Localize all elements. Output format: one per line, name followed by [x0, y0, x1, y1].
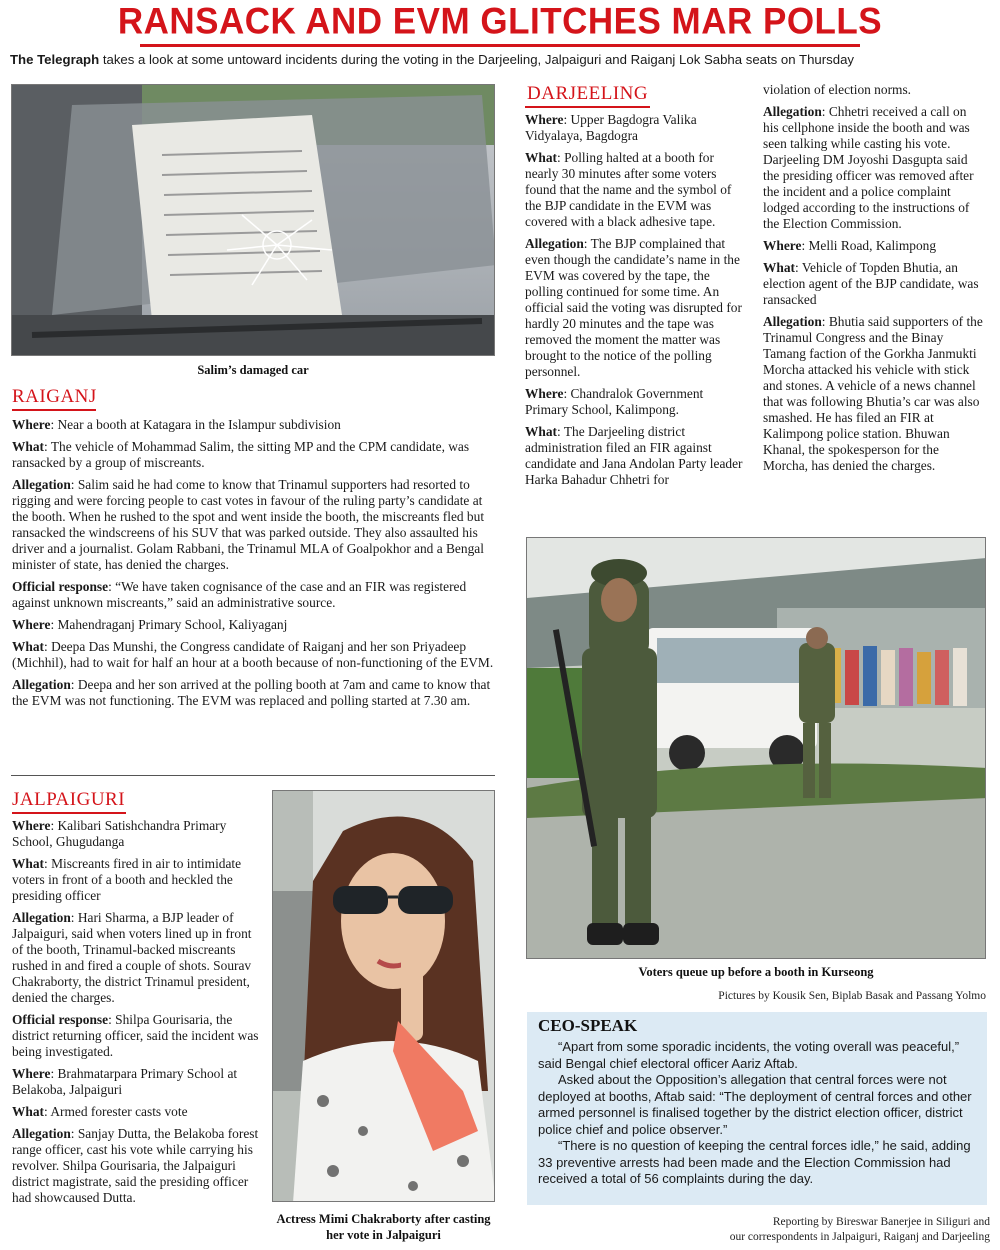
ceo-speak-body	[538, 1039, 978, 1188]
darjeeling-para: What: Vehicle of Topden Bhutia, an election agent of the BJP candidate, was ransacked	[763, 260, 979, 307]
raiganj-para: What: Deepa Das Munshi, the Congress candidate of Raiganj and her son Priyadeep (Michhil), had to wait for half an hour at a booth because of non-functioning of the EVM.	[12, 639, 494, 670]
jalpaiguri-para: What: Armed forester casts vote	[12, 1104, 188, 1119]
raiganj-para: Where: Mahendraganj Primary School, Kaliyaganj	[12, 617, 288, 632]
jalpaiguri-para: Official response: Shilpa Gourisaria, the district returning officer, said the incident was being investigated.	[12, 1012, 259, 1059]
raiganj-para: What: The vehicle of Mohammad Salim, the sitting MP and the CPM candidate, was ransacked by a group of miscreants.	[12, 439, 470, 470]
raiganj-para: Where: Near a booth at Katagara in the Islampur subdivision	[12, 417, 341, 432]
raiganj-para: Allegation: Deepa and her son arrived at the polling booth at 7am and came to know that the EVM was not functioning. The EVM was replaced and polling started at 7.30 am.	[12, 677, 491, 708]
voters-queue-photo	[526, 537, 986, 959]
jalpaiguri-para: Where: Brahmatarpara Primary School at Belakoba, Jalpaiguri	[12, 1066, 238, 1097]
darjeeling-column-2	[763, 82, 985, 480]
darjeeling-para: Allegation: Chhetri received a call on his cellphone inside the booth and was seen talking while casting his vote. Darjeeling DM Joyoshi Dasgupta said the presiding officer was removed after the incident and a police complaint lodged according to the instructions of the Election Commission.	[763, 104, 974, 231]
ceo-speak-title: CEO-SPEAK	[538, 1016, 638, 1035]
queue-photo-caption: Voters queue up before a booth in Kurseong	[638, 965, 874, 979]
raiganj-heading: RAIGANJ	[12, 386, 97, 407]
subhead-brand: The Telegraph	[10, 52, 100, 67]
darjeeling-para: Allegation: Bhutia said supporters of the Trinamul Congress and the Binay Tamang faction of the Gorkha Janmukti Morcha attacked his vehicle with stick and stones. A vehicle of a news channel that was following Bhutia’s car was also smashed. He has filed an FIR at Kalimpong police station. Bhuwan Khanal, the spokesperson for the Morcha, has denied the charges.	[763, 314, 983, 473]
headline-underline	[140, 44, 860, 47]
subhead	[10, 52, 995, 67]
section-divider	[11, 775, 495, 776]
darjeeling-para: Allegation: The BJP complained that even though the candidate’s name in the EVM was covered by the tape, the polling continued for some time. An official said the voting was disrupted for hardly 20 minutes and the tape was removed the moment the matter was brought to the notice of the polling personnel.	[525, 236, 742, 379]
jalpaiguri-column	[12, 818, 264, 1212]
darjeeling-column-1	[525, 112, 747, 494]
damaged-car-photo	[11, 84, 495, 356]
headline: RANSACK AND EVM GLITCHES MAR POLLS	[117, 1, 883, 42]
raiganj-para: Allegation: Salim said he had come to know that Trinamul supporters had resorted to rigging and were forcing people to cast votes in favour of the ruling party’s candidate at the booth. When he rushed to the spot and went inside the booth, the miscreants fled but ransacked the windscreens of his SUV that was parked outside. They also assaulted his driver and a journalist. Golam Rabbani, the Trinamul MLA of Goalpokhor and a Bengal minister of state, has denied the charges.	[12, 477, 485, 572]
car-photo-caption: Salim’s damaged car	[197, 363, 309, 377]
jalpaiguri-para: Allegation: Hari Sharma, a BJP leader of Jalpaiguri, said when voters lined up in front of the booth, Trinamul-backed miscreants rushed in and fired a couple of shots. Sourav Chakraborty, the district Trinamul president, denied the charges.	[12, 910, 252, 1005]
darjeeling-para: Where: Upper Bagdogra Valika Vidyalaya, Bagdogra	[525, 112, 697, 143]
darjeeling-para: violation of election norms.	[763, 82, 912, 97]
darjeeling-para: What: The Darjeeling district administration filed an FIR against candidate and Jana Andolan Party leader Harka Bahadur Chhetri for	[525, 424, 743, 487]
actress-photo	[272, 790, 495, 1202]
raiganj-heading-underline	[12, 409, 96, 411]
jalpaiguri-para: Where: Kalibari Satishchandra Primary School, Ghugudanga	[12, 818, 227, 849]
jalpaiguri-heading-underline	[12, 812, 126, 814]
darjeeling-heading: DARJEELING	[527, 83, 649, 104]
darjeeling-para: Where: Melli Road, Kalimpong	[763, 238, 937, 253]
actress-photo-caption: Actress Mimi Chakraborty after casting her vote in Jalpaiguri	[276, 1212, 491, 1242]
jalpaiguri-heading: JALPAIGURI	[12, 789, 126, 810]
reporting-credit-line-1: Reporting by Bireswar Banerjee in Siliguri and	[772, 1216, 990, 1228]
subhead-text: takes a look at some untoward incidents during the voting in the Darjeeling, Jalpaiguri and Raiganj Lok Sabha seats on Thursday	[99, 52, 854, 67]
ceo-para: Asked about the Opposition’s allegation that central forces were not deployed at booths, Aftab said: “The deployment of central forces and other armed personnel is finalised together by the district election officer, district police chief and police observer.”	[538, 1072, 972, 1137]
raiganj-para: Official response: “We have taken cognisance of the case and an FIR was registered against unknown miscreants,” said an administrative source.	[12, 579, 467, 610]
jalpaiguri-para: Allegation: Sanjay Dutta, the Belakoba forest range officer, cast his vote while carrying his revolver. Shilpa Gourisaria, the Jalpaiguri district magistrate, said the presiding officer had showcaused Dutta.	[12, 1126, 259, 1205]
jalpaiguri-para: What: Miscreants fired in air to intimidate voters in front of a booth and heckled the presiding officer	[12, 856, 242, 903]
darjeeling-para: What: Polling halted at a booth for nearly 30 minutes after some voters found that the name and the symbol of the BJP candidate in the EVM was covered with a black adhesive tape.	[525, 150, 732, 229]
darjeeling-para: Where: Chandralok Government Primary School, Kalimpong.	[525, 386, 704, 417]
raiganj-column	[12, 417, 494, 715]
reporting-credit-line-2: our correspondents in Jalpaiguri, Raiganj and Darjeeling	[729, 1231, 990, 1243]
photo-credit: Pictures by Kousik Sen, Biplab Basak and Passang Yolmo	[718, 990, 986, 1002]
ceo-para: “Apart from some sporadic incidents, the voting overall was peaceful,” said Bengal chief electoral officer Aariz Aftab.	[538, 1039, 960, 1071]
ceo-para: “There is no question of keeping the central forces idle,” he said, adding 33 preventive arrests had been made and the Election Commission had received a total of 56 complaints during the day.	[538, 1138, 971, 1186]
darjeeling-heading-underline	[525, 106, 650, 108]
